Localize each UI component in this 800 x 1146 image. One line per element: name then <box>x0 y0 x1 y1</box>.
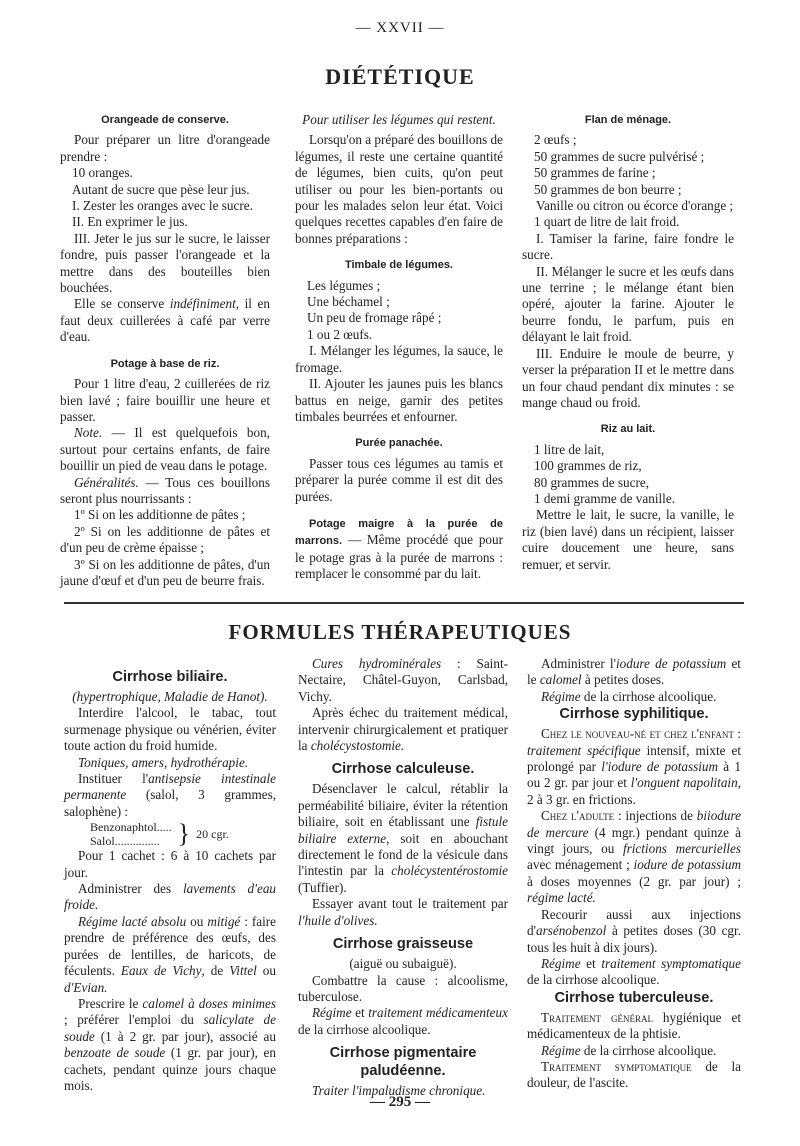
paragraph: Régime et traitement médicamenteux de la cirrhose alcoolique. <box>298 1005 508 1037</box>
paragraph: Régime lacté absolu ou mitigé : faire prendre de préférence des œufs, des purées de lentilles, de haricots, de féculents. Eaux de Vichy, de Vittel ou d'Evian. <box>64 913 276 995</box>
ingredient: 50 grammes de farine ; <box>534 165 656 181</box>
ingredient: 1 litre de lait, <box>534 441 605 457</box>
ingredient: 10 oranges. <box>72 165 133 181</box>
disease-title: Cirrhose graisseuse <box>332 936 474 953</box>
step: III. Jeter le jus sur le sucre, le laisser fondre, puis passer l'orangeade et la mettre dans des bouteilles bien bouchées. <box>60 230 270 296</box>
paragraph: Cures hydrominérales : Saint-Nectaire, Châtel-Guyon, Carlsbad, Vichy. <box>298 656 508 704</box>
paragraph: Régime de la cirrhose alcoolique. <box>541 688 717 704</box>
disease-title: Cirrhose pigmentaire paludéenne. <box>329 1045 477 1080</box>
recipe-title: Timbale de légumes. <box>344 259 453 272</box>
dietetique-column-2 <box>295 112 503 583</box>
paragraph: Régime et traitement symptomatique de la cirrhose alcoolique. <box>527 955 741 988</box>
prescription-item: Benzonaphtol..... <box>90 820 172 835</box>
section-title-dietetique: DIÉTÉTIQUE <box>325 64 475 89</box>
ingredient: 80 grammes de sucre, <box>534 474 649 490</box>
recipe-title: Potage à base de riz. <box>110 357 220 370</box>
formules-column-3 <box>527 656 741 1092</box>
ingredient: Une béchamel ; <box>307 294 390 310</box>
generalites: Généralités. — Tous ces bouillons seront plus nourrissants : <box>60 474 270 506</box>
paragraph: Potage maigre à la purée de marrons. — Même procédé que pour le potage gras à la purée de marrons : remplacer le consommé par du lait. <box>295 517 503 582</box>
paragraph: Pour 1 litre d'eau, 2 cuillerées de riz bien lavé ; faire bouillir une heure et passer. <box>60 376 270 424</box>
step: I. Tamiser la farine, faire fondre le sucre. <box>522 230 734 263</box>
paragraph: Régime de la cirrhose alcoolique. <box>541 1042 717 1058</box>
ingredient: Un peu de fromage râpé ; <box>307 310 442 326</box>
paragraph: Essayer avant tout le traitement par l'huile d'olives. <box>298 896 508 928</box>
list-item: 1º Si on les additionne de pâtes ; <box>74 507 246 523</box>
paragraph: Traiter l'impaludisme chronique. <box>312 1083 486 1099</box>
ingredient: Vanille ou citron ou écorce d'orange ; <box>536 198 734 214</box>
ingredient: 1 demi gramme de vanille. <box>534 490 675 506</box>
ingredient: 1 ou 2 œufs. <box>307 326 373 342</box>
paragraph: Toniques, amers, hydrothérapie. <box>78 754 249 770</box>
page-number: — 295 — <box>370 1094 430 1110</box>
prescription <box>64 820 276 848</box>
formules-column-1 <box>64 668 276 1094</box>
recipe-title: Purée panachée. <box>355 437 443 450</box>
paragraph: Administrer l'iodure de potassium et le calomel à petites doses. <box>527 656 741 688</box>
ingredient: 100 grammes de riz, <box>534 458 642 474</box>
paragraph: Administrer des lavements d'eau froide. <box>64 881 277 913</box>
recipe-title: Orangeade de conserve. <box>101 114 229 126</box>
paragraph: Chez le nouveau-né et chez l'enfant : traitement spécifique intensif, mixte et prolongé par l'iodure de potassium à 1 ou 2 gr. par jour et l'onguent napolitain, 2 à 3 gr. en frictions. <box>527 726 742 807</box>
disease-title: Cirrhose calculeuse. <box>331 761 475 778</box>
recipe-title: Pour utiliser les légumes qui restent. <box>302 112 496 127</box>
list-item: 2º Si on les additionne de pâtes et d'un peu de crème épaisse ; <box>60 523 270 556</box>
paragraph: Prescrire le calomel à doses minimes ; préférer l'emploi du salicylate de soude (1 à 2 gr. par jour), associé au benzoate de soude (1 gr. par jour), en cachets, pendant quinze jours chaque mois. <box>64 995 276 1093</box>
disease-subtitle: (aiguë ou subaiguë). <box>349 956 457 972</box>
step: II. En exprimer le jus. <box>72 214 188 230</box>
paragraph: Instituer l'antisepsie intestinale permanente (salol, 3 grammes, salophène) : <box>64 771 276 819</box>
ingredient: 1 quart de litre de lait froid. <box>534 214 680 230</box>
dietetique-column-3 <box>522 112 734 573</box>
note: Note. — Il est quelquefois bon, surtout pour certains enfants, de faire bouillir un pied de veau dans le potage. <box>60 425 270 474</box>
step: I. Mélanger les légumes, la sauce, le fromage. <box>295 343 503 375</box>
disease-title: Cirrhose tuberculeuse. <box>554 989 714 1006</box>
step: II. Mélanger le sucre et les œufs dans une terrine ; le mélange étant bien opéré, ajouter la farine. Ajouter le beurre fondu, le parfum, puis en délayant le lait froid. <box>522 263 734 345</box>
paragraph: Chez l'adulte : injections de biiodure de mercure (4 mgr.) pendant quinze à vingt jours, ou frictions mercurielles avec ménagement ; iodure de potassium à doses moyennes (2 gr. par jour) ; régime lacté. <box>527 808 742 906</box>
paragraph: Après échec du traitement médical, intervenir chirurgicalement et pratiquer la cholécystostomie. <box>298 705 508 754</box>
prescription-item: Salol............... <box>90 834 160 849</box>
paragraph: Traitement symptomatique de la douleur, de l'ascite. <box>527 1058 742 1091</box>
disease-subtitle: (hypertrophique, Maladie de Hanot). <box>72 689 268 704</box>
paragraph: Traitement général hygiénique et médicamenteux de la phtisie. <box>527 1009 741 1042</box>
paragraph: Pour 1 cachet : 6 à 10 cachets par jour. <box>64 848 276 880</box>
section-title-formules: FORMULES THÉRAPEUTIQUES <box>228 620 572 644</box>
paragraph: Mettre le lait, le sucre, la vanille, le riz (bien lavé) dans un récipient, laisser cuire doucement une heure, sans remuer, et servir. <box>522 507 734 572</box>
formules-column-2 <box>298 656 508 1100</box>
paragraph: Interdire l'alcool, le tabac, tout surmenage physique ou vénérien, éviter toute action du froid humide. <box>64 705 276 754</box>
paragraph: Combattre la cause : alcoolisme, tuberculose. <box>298 972 508 1004</box>
dietetique-column-1 <box>60 112 270 589</box>
paragraph: Désenclaver le calcul, rétablir la perméabilité biliaire, éviter la rétention biliaire, soit en établissant une fistule biliaire externe, soit en abouchant directement le fond de la vésicule dans l'intestin par la cholécystentérostomie (Tuffier). <box>298 781 508 895</box>
paragraph: Elle se conserve indéfiniment, il en faut deux cuillerées à café par verre d'eau. <box>60 296 270 345</box>
recipe-title: Flan de ménage. <box>584 114 672 126</box>
prescription-dose: 20 cgr. <box>196 827 229 842</box>
step: II. Ajouter les jaunes puis les blancs battus en neige, garnir des petites timbales beurrées et enfourner. <box>295 376 503 424</box>
recipe-title: Riz au lait. <box>600 423 656 436</box>
ingredient: 50 grammes de bon beurre ; <box>534 181 682 197</box>
paragraph: Lorsqu'on a préparé des bouillons de légumes, il reste une certaine quantité de légumes, bien cuits, qu'on peut utiliser ou pour les bien-portants ou pour les malades selon leur état. Voici quelques recettes capables d'en faire de bonnes préparations : <box>295 132 503 246</box>
ingredient: 50 grammes de sucre pulvérisé ; <box>534 148 705 164</box>
list-item: 3º Si on les additionne de pâtes, d'un jaune d'œuf et d'un peu de beurre frais. <box>60 556 270 588</box>
paragraph: Passer tous ces légumes au tamis et préparer la purée comme il est dit des purées. <box>295 455 503 504</box>
ingredient: 2 œufs ; <box>534 132 577 148</box>
step: I. Zester les oranges avec le sucre. <box>72 198 253 214</box>
brace-icon: } <box>177 819 191 849</box>
step: III. Enduire le moule de beurre, y verser la préparation II et le mettre dans un four chaud pendant dix minutes : se mange chaud ou froid. <box>522 345 734 410</box>
paragraph: Recourir aussi aux injections d'arsénobenzol à petites doses (30 cgr. tous les huit à dix jours). <box>527 906 741 955</box>
paragraph: Pour préparer un litre d'orangeade prendre : <box>60 132 270 164</box>
disease-title: Cirrhose syphilitique. <box>559 706 709 723</box>
disease-title: Cirrhose biliaire. <box>112 669 228 685</box>
section-divider <box>64 602 744 604</box>
ingredient: Autant de sucre que pèse leur jus. <box>72 181 250 197</box>
page-folio-roman: — XXVII — <box>355 20 445 36</box>
ingredient: Les légumes ; <box>307 277 381 293</box>
